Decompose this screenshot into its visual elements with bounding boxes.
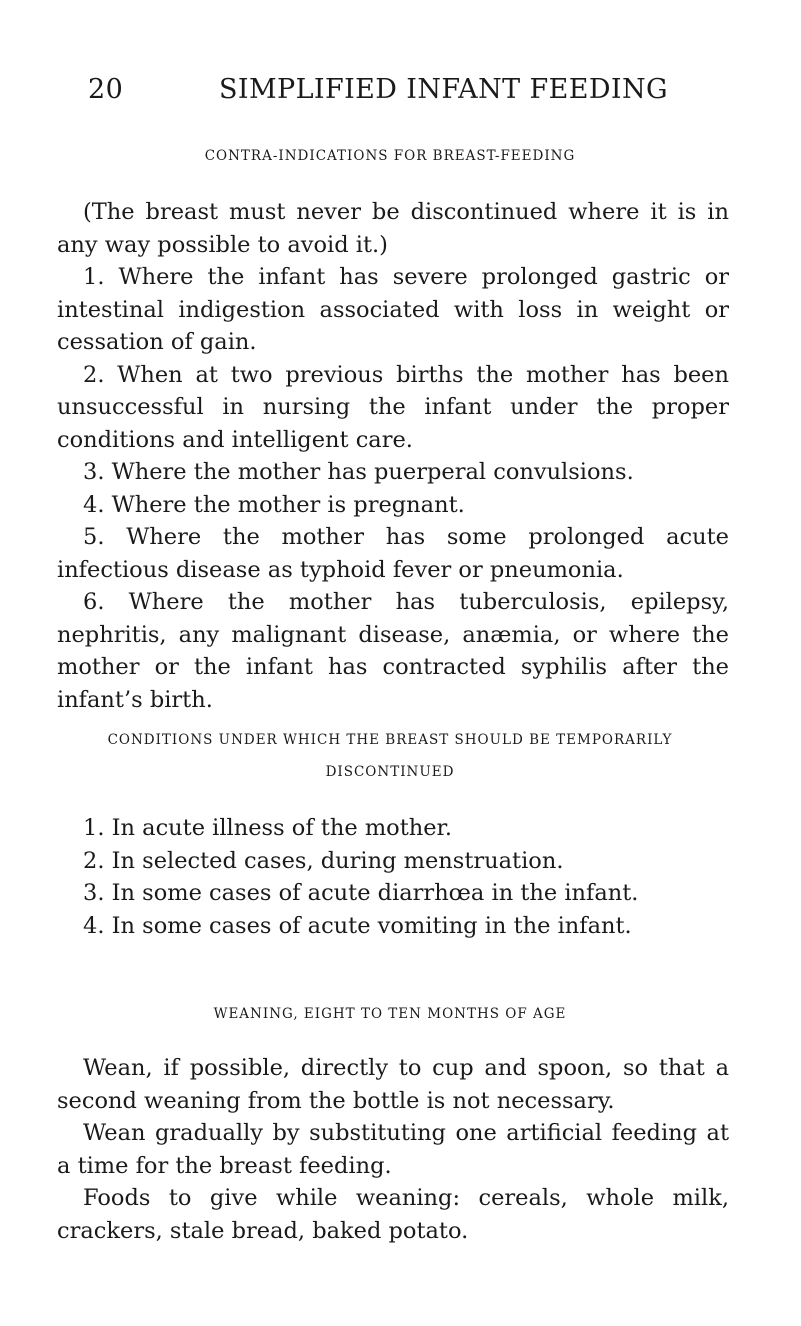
temporary-discontinuation-heading-line-2: DISCONTINUED (325, 764, 455, 780)
temporary-discontinuation-section (57, 812, 729, 942)
contra-item-3: 3. Where the mother has puerperal convulsions. (83, 459, 634, 485)
contra-indications-heading: CONTRA-INDICATIONS FOR BREAST-FEEDING (204, 148, 576, 164)
contra-indications-section (57, 196, 729, 716)
temporary-item-2: 2. In selected cases, during menstruation. (83, 847, 564, 874)
contra-item-5: 5. Where the mother has some prolonged acute infectious disease as typhoid fever or pneumonia. (57, 524, 729, 583)
weaning-paragraph-2: Wean gradually by substituting one artificial feeding at a time for the breast feeding. (57, 1120, 729, 1179)
weaning-heading: WEANING, EIGHT TO TEN MONTHS OF AGE (213, 1006, 567, 1022)
contra-item-6: 6. Where the mother has tuberculosis, epilepsy, nephritis, any malignant disease, anæmia, or where the mother or the infant has contracted syphilis after the infant’s birth. (57, 589, 729, 713)
page-header (88, 74, 668, 114)
temporary-discontinuation-heading-line-1: CONDITIONS UNDER WHICH THE BREAST SHOULD BE TEMPORARILY (107, 732, 673, 748)
weaning-paragraph-3: Foods to give while weaning: cereals, whole milk, crackers, stale bread, baked potato. (57, 1185, 729, 1244)
contra-item-1: 1. Where the infant has severe prolonged gastric or intestinal indigestion associated with loss in weight or cessation of gain. (57, 264, 729, 355)
temporary-item-1: 1. In acute illness of the mother. (83, 815, 452, 841)
weaning-paragraph-1: Wean, if possible, directly to cup and spoon, so that a second weaning from the bottle is not necessary. (57, 1055, 729, 1114)
temporary-item-3: 3. In some cases of acute diarrhœa in the infant. (83, 880, 639, 906)
contra-intro-paragraph: (The breast must never be discontinued where it is in any way possible to avoid it.) (57, 199, 729, 258)
contra-item-4: 4. Where the mother is pregnant. (83, 491, 465, 518)
contra-item-2: 2. When at two previous births the mother has been unsuccessful in nursing the infant under the proper conditions and intelligent care. (57, 361, 729, 453)
page-number: 20 (88, 74, 124, 105)
temporary-item-4: 4. In some cases of acute vomiting in the infant. (83, 912, 632, 939)
weaning-section (57, 1052, 729, 1247)
running-title: SIMPLIFIED INFANT FEEDING (219, 74, 668, 105)
